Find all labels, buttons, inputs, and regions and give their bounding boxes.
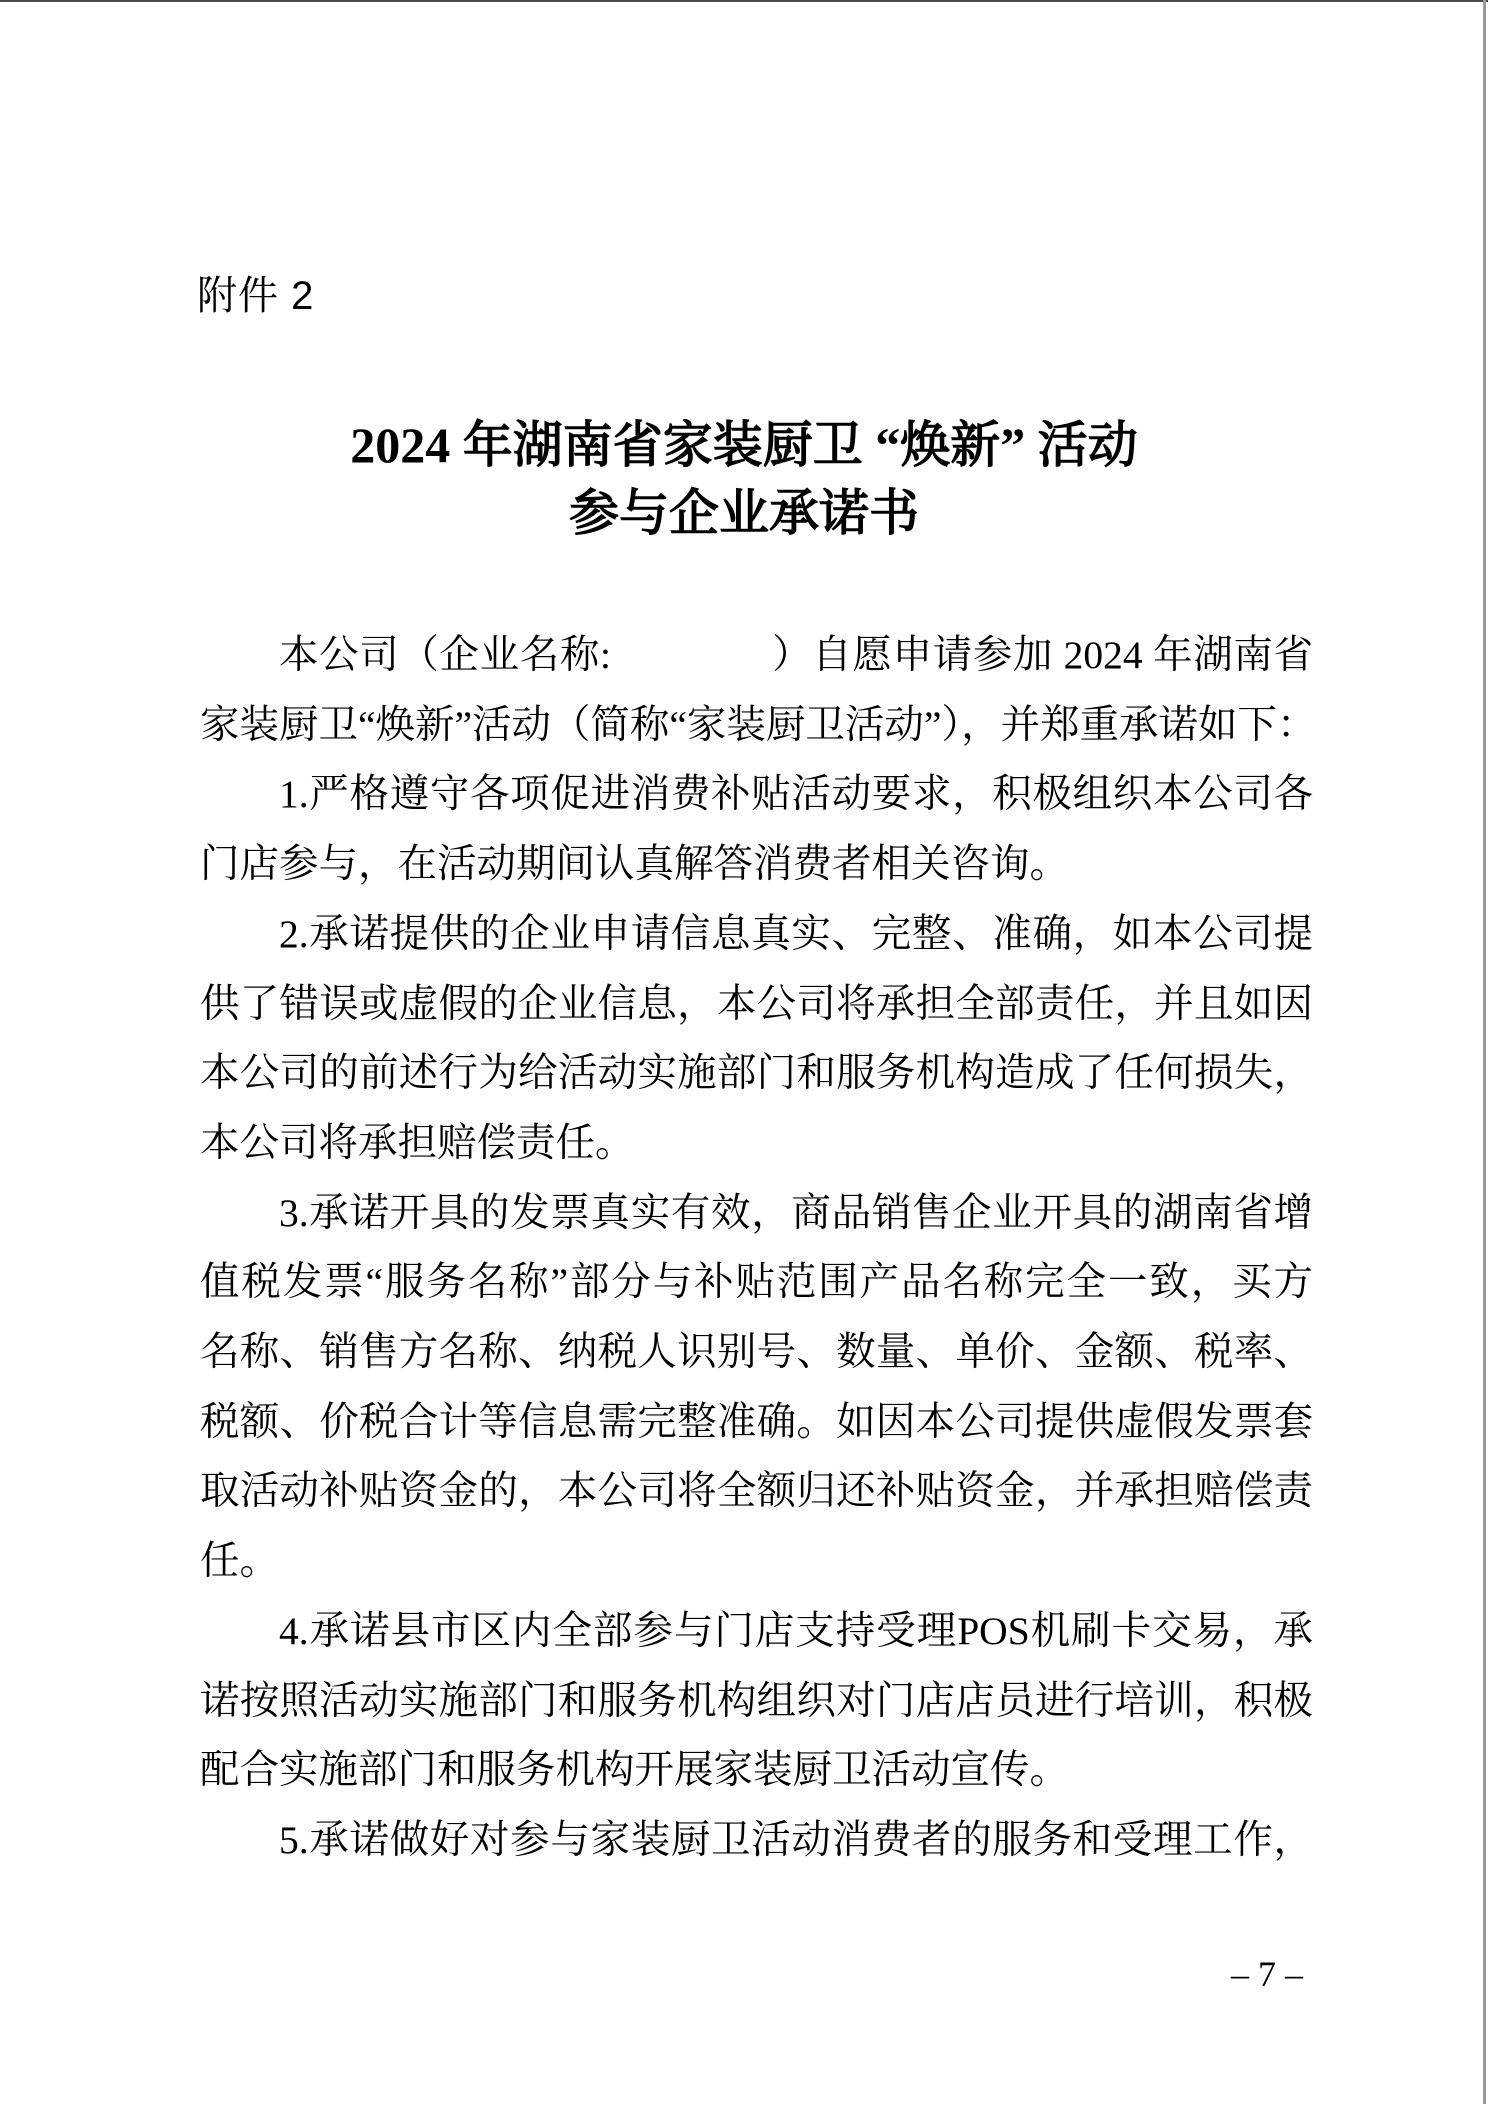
document-line: 4.承诺县市区内全部参与门店支持受理POS机刷卡交易，承 [279,1608,1313,1653]
document-line: 本公司将承担赔偿责任。 [200,1120,635,1165]
document-line: 诺按照活动实施部门和服务机构组织对门店店员进行培训，积极 [200,1678,1313,1723]
document-title-line-2: 参与企业承诺书 [569,485,919,541]
document-line: 3.承诺开具的发票真实有效，商品销售企业开具的湖南省增 [279,1190,1313,1235]
document-line: 1.严格遵守各项促进消费补贴活动要求，积极组织本公司各 [279,772,1313,817]
document-title [0,411,1488,547]
document-body [200,621,1313,1876]
document-line: 供了错误或虚假的企业信息，本公司将承担全部责任，并且如因 [200,981,1313,1026]
document-line: 家装厨卫“焕新”活动（简称“家装厨卫活动”），并郑重承诺如下： [200,702,1313,747]
document-line: 名称、销售方名称、纳税人识别号、数量、单价、金额、税率、 [200,1330,1313,1375]
document-line: 5.承诺做好对参与家装厨卫活动消费者的服务和受理工作， [279,1817,1313,1862]
document-line: 税额、价税合计等信息需完整准确。如因本公司提供虚假发票套 [200,1399,1313,1444]
document-line: 值税发票“服务名称”部分与补贴范围产品名称完全一致，买方 [200,1260,1313,1305]
attachment-label: 附件 2 [197,274,315,318]
document-line: 2.承诺提供的企业申请信息真实、完整、准确，如本公司提 [279,911,1313,956]
document-line: 配合实施部门和服务机构开展家装厨卫活动宣传。 [200,1748,1069,1793]
document-title-line-1: 2024 年湖南省家装厨卫 “焕新” 活动 [350,417,1138,473]
document-line: 取活动补贴资金的，本公司将全额归还补贴资金，并承担赔偿责 [200,1469,1313,1514]
page-top-border [0,0,1488,2]
document-line: 门店参与，在活动期间认真解答消费者相关咨询。 [200,842,1069,887]
page-number: – 7 – [1231,1954,1303,1994]
document-line: 本公司（企业名称: ）自愿申请参加 2024 年湖南省 [279,633,1313,677]
document-line: 任。 [200,1539,279,1584]
page-right-edge-line [1483,0,1486,2104]
document-line: 本公司的前述行为给活动实施部门和服务机构造成了任何损失， [200,1051,1313,1096]
